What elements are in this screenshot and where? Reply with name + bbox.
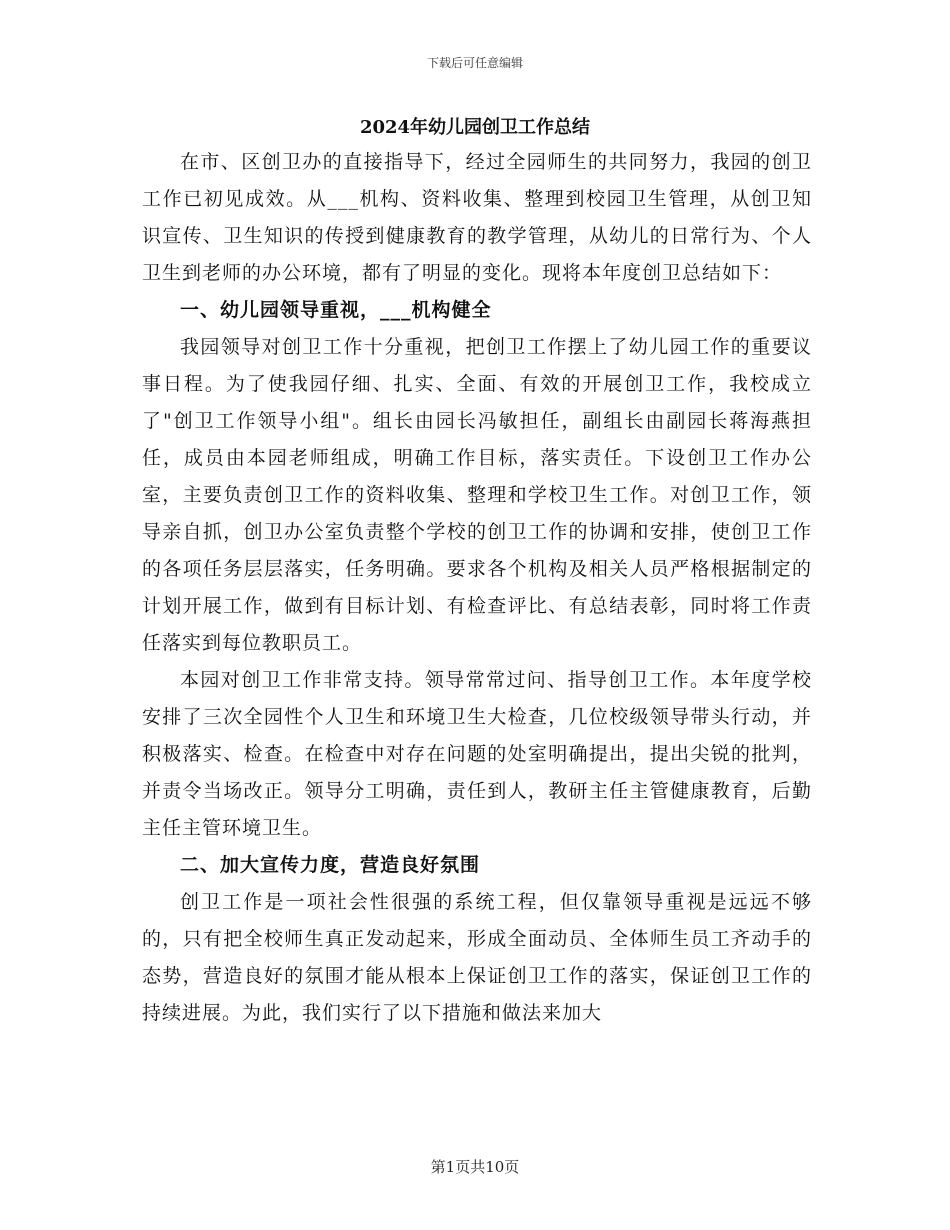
paragraph-publicity: 创卫工作是一项社会性很强的系统工程，但仅靠领导重视是远远不够的，只有把全校师生真正发动起来，形成全面动员、全体师生员工齐动手的态势，营造良好的氛围才能从根本上保证创卫工作的落实，保证创卫工作的持续进展。为此，我们实行了以下措施和做法来加大: [142, 891, 812, 1024]
document-title: 2024年幼儿园创卫工作总结: [359, 117, 591, 138]
header-note: 下载后可任意编辑: [426, 56, 523, 70]
document-body: [142, 144, 812, 1032]
section-heading-1: 一、幼儿园领导重视，___机构健全: [180, 299, 492, 321]
page-footer: 第1页共10页: [430, 1158, 520, 1176]
paragraph-leadership: 我园领导对创卫工作十分重视，把创卫工作摆上了幼儿园工作的重要议事日程。为了使我园仔细、扎实、全面、有效的开展创卫工作，我校成立了"创卫工作领导小组"。组长由园长冯敏担任，副组长由副园长蒋海燕担任，成员由本园老师组成，明确工作目标，落实责任。下设创卫工作办公室，主要负责创卫工作的资料收集、整理和学校卫生工作。对创卫工作，领导亲自抓，创卫办公室负责整个学校的创卫工作的协调和安排，使创卫工作的各项任务层层落实，任务明确。要求各个机构及相关人员严格根据制定的计划开展工作，做到有目标计划、有检查评比、有总结表彰，同时将工作责任落实到每位教职员工。: [142, 336, 812, 654]
paragraph-intro: 在市、区创卫办的直接指导下，经过全园师生的共同努力，我园的创卫工作已初见成效。从___机构、资料收集、整理到校园卫生管理，从创卫知识宣传、卫生知识的传授到健康教育的教学管理，从幼儿的日常行为、个人卫生到老师的办公环境，都有了明显的变化。现将本年度创卫总结如下：: [142, 151, 812, 284]
paragraph-support: 本园对创卫工作非常支持。领导常常过问、指导创卫工作。本年度学校安排了三次全园性个人卫生和环境卫生大检查，几位校级领导带头行动，并积极落实、检查。在检查中对存在问题的处室明确提出，提出尖锐的批判，并责令当场改正。领导分工明确，责任到人，教研主任主管健康教育，后勤主任主管环境卫生。: [142, 669, 812, 839]
section-heading-2: 二、加大宣传力度，营造良好氛围: [180, 854, 481, 876]
